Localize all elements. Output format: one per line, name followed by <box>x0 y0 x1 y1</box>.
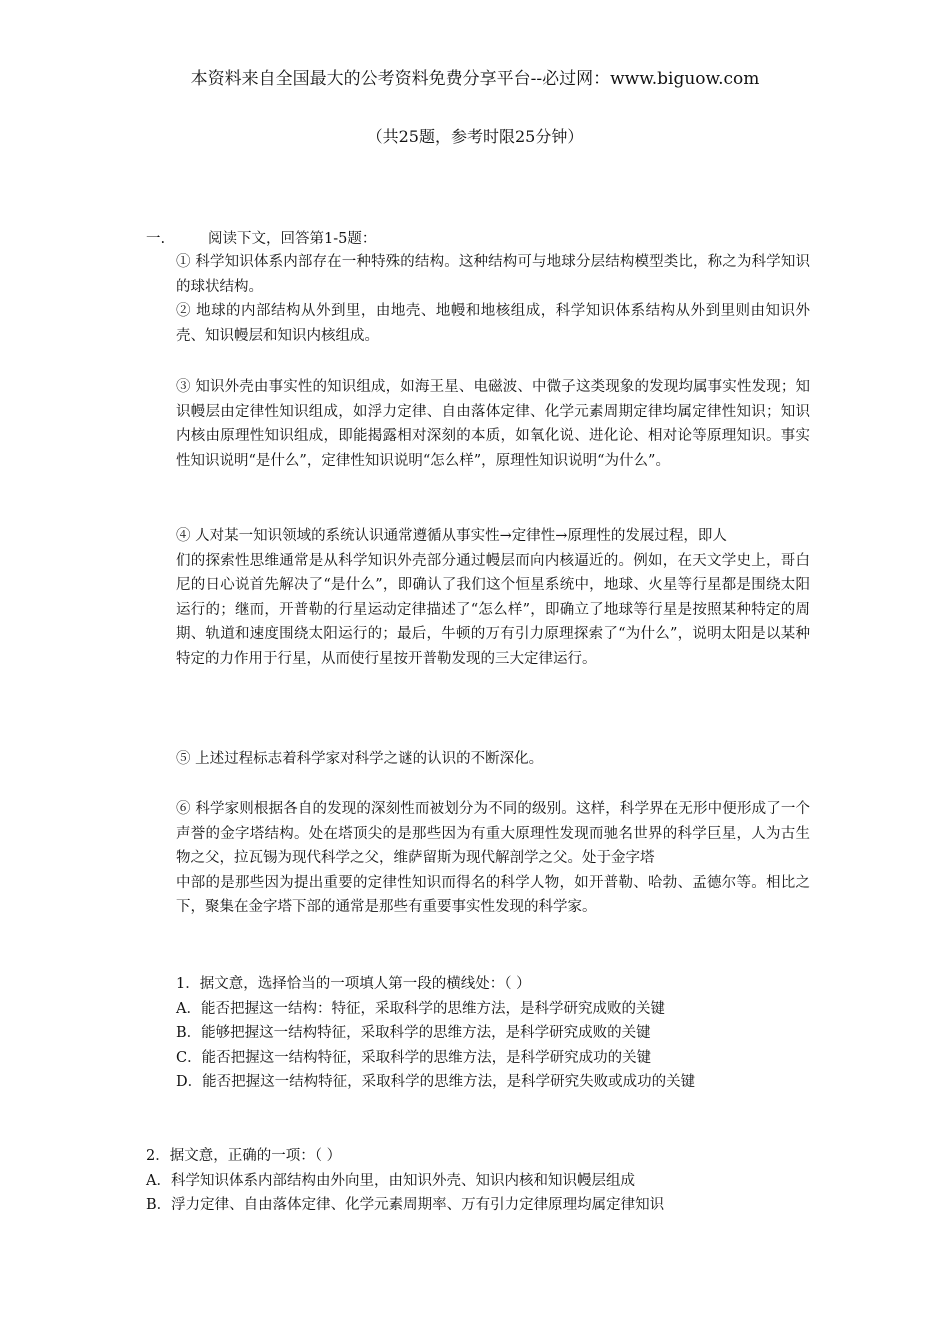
paragraph-6-first: ⑥ 科学家则根据各自的发现的深刻性而被划分为不同的级别。这样，科学界在无形中便形成了一个声誉的金字塔结构。处在塔顶尖的是那些因为有重大原理性发现而驰名世界的科学巨星，人为古生物之父，拉瓦锡为现代科学之父，维萨留斯为现代解剖学之父。处于金字塔 <box>176 801 810 867</box>
section-number: 一. <box>146 231 166 247</box>
passage-block-6 <box>176 797 810 920</box>
section-instruction: 阅读下文，回答第1-5题： <box>208 231 377 247</box>
paragraph-4-first: ④ 人对某一知识领域的系统认识通常遵循从事实性→定律性→原理性的发展过程，即人 <box>176 528 727 544</box>
paragraph-5: ⑤ 上述过程标志着科学家对科学之谜的认识的不断深化。 <box>176 751 544 767</box>
question-1-stem: 1．据文意，选择恰当的一项填人第一段的横线处：（ ） <box>176 976 531 992</box>
paragraph-6-rest: 中部的是那些因为提出重要的定律性知识而得名的科学人物，如开普勒、哈勃、孟德尔等。相比之下，聚集在金字塔下部的通常是那些有重要事实性发现的科学家。 <box>176 874 810 916</box>
passage-block-1 <box>176 250 810 348</box>
passage-block-5 <box>176 747 810 772</box>
time-limit-subtitle: （共25题，参考时限25分钟） <box>366 127 584 146</box>
question-1-option-d: D．能否把握这一结构特征，采取科学的思维方法，是科学研究失败或成功的关键 <box>176 1074 696 1091</box>
paragraph-2: ② 地球的内部结构从外到里，由地壳、地幔和地核组成，科学知识体系结构从外到里则由知识外壳、知识幔层和知识内核组成。 <box>176 303 810 344</box>
passage-block-3 <box>176 375 810 473</box>
paragraph-1: ① 科学知识体系内部存在一种特殊的结构。这种结构可与地球分层结构模型类比，称之为科学知识的球状结构。 <box>176 254 810 295</box>
question-1-option-a: A．能否把握这一结构：特征，采取科学的思维方法，是科学研究成败的关键 <box>176 1000 665 1017</box>
question-1 <box>176 972 816 1095</box>
question-1-option-b: B．能够把握这一结构特征，采取科学的思维方法，是科学研究成败的关键 <box>176 1025 651 1042</box>
question-2-stem: 2．据文意，正确的一项：（ ） <box>146 1148 342 1164</box>
paragraph-3: ③ 知识外壳由事实性的知识组成，如海王星、电磁波、中微子这类现象的发现均属事实性发现；知识幔层由定律性知识组成，如浮力定律、自由落体定律、化学元素周期定律均属定律性知识；知识内核由原理性知识组成，即能揭露相对深刻的本质，如氧化说、进化论、相对论等原理知识。事实性知识说明“是什么”，定律性知识说明“怎么样”，原理性知识说明“为什么”。 <box>176 379 810 469</box>
question-2-option-a: A．科学知识体系内部结构由外向里，由知识外壳、知识内核和知识幔层组成 <box>146 1172 635 1189</box>
question-1-option-c: C．能否把握这一结构特征，采取科学的思维方法，是科学研究成功的关键 <box>176 1049 652 1066</box>
question-2-option-b: B．浮力定律、自由落体定律、化学元素周期率、万有引力定律原理均属定律知识 <box>146 1197 665 1214</box>
question-2 <box>146 1144 826 1218</box>
source-line: 本资料来自全国最大的公考资料免费分享平台--必过网：www.biguow.com <box>190 69 760 89</box>
passage-block-4 <box>176 524 810 672</box>
paragraph-4-rest: 们的探索性思维通常是从科学知识外壳部分通过幔层而向内核逼近的。例如，在天文学史上，哥白尼的日心说首先解决了“是什么”，即确认了我们这个恒星系统中，地球、火星等行星都是围绕太阳运行的；继而，开普勒的行星运动定律描述了“怎么样”，即确立了地球等行星是按照某种特定的周期、轨道和速度围绕太阳运行的；最后，牛顿的万有引力原理探索了“为什么”，说明太阳是以某种特定的力作用于行星，从而使行星按开普勒发现的三大定律运行。 <box>176 552 810 667</box>
section-heading <box>146 227 376 251</box>
